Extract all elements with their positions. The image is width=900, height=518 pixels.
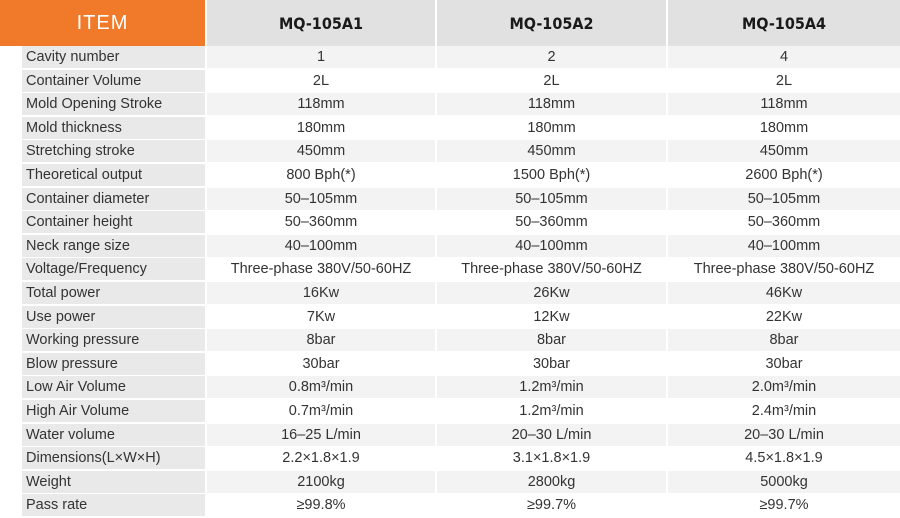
- table-row: [0, 70, 900, 94]
- row-value: 50–105mm: [668, 188, 900, 210]
- row-label: High Air Volume: [22, 400, 205, 422]
- row-label: Total power: [22, 282, 205, 304]
- row-value: 50–360mm: [207, 211, 435, 233]
- row-value: 2L: [437, 70, 666, 92]
- row-value: 2100kg: [207, 471, 435, 493]
- row-label: Container diameter: [22, 188, 205, 210]
- row-value: 2800kg: [437, 471, 666, 493]
- row-label: Working pressure: [22, 329, 205, 351]
- row-value: 50–105mm: [207, 188, 435, 210]
- row-label: Mold thickness: [22, 117, 205, 139]
- row-value: 0.8m³/min: [207, 376, 435, 398]
- row-value: 4.5×1.8×1.9: [668, 447, 900, 469]
- row-value: 2L: [668, 70, 900, 92]
- row-value: 2L: [207, 70, 435, 92]
- table-row: [0, 376, 900, 400]
- row-value: 20–30 L/min: [437, 424, 666, 446]
- row-label: Use power: [22, 306, 205, 328]
- row-value: 0.7m³/min: [207, 400, 435, 422]
- table-row: [0, 46, 900, 70]
- row-value: 1: [207, 46, 435, 68]
- table-row: [0, 329, 900, 353]
- row-label: Blow pressure: [22, 353, 205, 375]
- row-value: 40–100mm: [668, 235, 900, 257]
- header-row: [0, 0, 900, 46]
- row-value: 30bar: [207, 353, 435, 375]
- row-value: 26Kw: [437, 282, 666, 304]
- row-value: 30bar: [437, 353, 666, 375]
- row-value: 50–105mm: [437, 188, 666, 210]
- row-value: 118mm: [668, 93, 900, 115]
- table-row: [0, 494, 900, 518]
- row-value: 800 Bph(*): [207, 164, 435, 186]
- row-label: Weight: [22, 471, 205, 493]
- row-value: 8bar: [668, 329, 900, 351]
- row-value: 50–360mm: [668, 211, 900, 233]
- table-row: [0, 140, 900, 164]
- row-value: ≥99.8%: [207, 494, 435, 516]
- table-row: [0, 306, 900, 330]
- row-value: 8bar: [207, 329, 435, 351]
- row-label: Dimensions(L×W×H): [22, 447, 205, 469]
- row-value: 450mm: [668, 140, 900, 162]
- table-row: [0, 188, 900, 212]
- table-row: [0, 164, 900, 188]
- row-value: 4: [668, 46, 900, 68]
- table-row: [0, 211, 900, 235]
- row-value: 2600 Bph(*): [668, 164, 900, 186]
- table-row: [0, 93, 900, 117]
- row-value: 50–360mm: [437, 211, 666, 233]
- table-row: [0, 117, 900, 141]
- row-value: 40–100mm: [207, 235, 435, 257]
- table-row: [0, 258, 900, 282]
- table-row: [0, 400, 900, 424]
- model-header-1: MQ-105A1: [207, 0, 435, 46]
- row-label: Container Volume: [22, 70, 205, 92]
- row-label: Container height: [22, 211, 205, 233]
- table-row: [0, 424, 900, 448]
- row-value: 450mm: [437, 140, 666, 162]
- row-value: 118mm: [437, 93, 666, 115]
- row-value: ≥99.7%: [437, 494, 666, 516]
- row-value: 180mm: [668, 117, 900, 139]
- row-value: 180mm: [207, 117, 435, 139]
- row-value: 2: [437, 46, 666, 68]
- row-value: Three-phase 380V/50-60HZ: [437, 258, 666, 280]
- table-row: [0, 353, 900, 377]
- row-value: 20–30 L/min: [668, 424, 900, 446]
- item-header: ITEM: [0, 0, 205, 46]
- row-value: 7Kw: [207, 306, 435, 328]
- row-label: Cavity number: [22, 46, 205, 68]
- row-value: 1.2m³/min: [437, 376, 666, 398]
- row-value: 1.2m³/min: [437, 400, 666, 422]
- row-value: 16–25 L/min: [207, 424, 435, 446]
- row-value: 2.4m³/min: [668, 400, 900, 422]
- table-row: [0, 235, 900, 259]
- row-label: Water volume: [22, 424, 205, 446]
- row-label: Mold Opening Stroke: [22, 93, 205, 115]
- row-value: 180mm: [437, 117, 666, 139]
- row-value: 16Kw: [207, 282, 435, 304]
- row-value: Three-phase 380V/50-60HZ: [207, 258, 435, 280]
- table-row: [0, 447, 900, 471]
- row-value: 22Kw: [668, 306, 900, 328]
- row-value: 12Kw: [437, 306, 666, 328]
- row-value: ≥99.7%: [668, 494, 900, 516]
- row-value: 118mm: [207, 93, 435, 115]
- row-label: Low Air Volume: [22, 376, 205, 398]
- row-value: 3.1×1.8×1.9: [437, 447, 666, 469]
- row-value: 2.0m³/min: [668, 376, 900, 398]
- table-row: [0, 471, 900, 495]
- row-value: 30bar: [668, 353, 900, 375]
- table-row: [0, 282, 900, 306]
- row-value: 5000kg: [668, 471, 900, 493]
- row-value: 1500 Bph(*): [437, 164, 666, 186]
- row-value: 450mm: [207, 140, 435, 162]
- model-header-2: MQ-105A2: [437, 0, 666, 46]
- spec-rows: [0, 46, 900, 518]
- row-label: Neck range size: [22, 235, 205, 257]
- row-value: 40–100mm: [437, 235, 666, 257]
- row-value: 46Kw: [668, 282, 900, 304]
- row-value: 2.2×1.8×1.9: [207, 447, 435, 469]
- row-label: Theoretical output: [22, 164, 205, 186]
- model-header-3: MQ-105A4: [668, 0, 900, 46]
- row-value: 8bar: [437, 329, 666, 351]
- row-label: Voltage/Frequency: [22, 258, 205, 280]
- row-label: Pass rate: [22, 494, 205, 516]
- row-label: Stretching stroke: [22, 140, 205, 162]
- row-value: Three-phase 380V/50-60HZ: [668, 258, 900, 280]
